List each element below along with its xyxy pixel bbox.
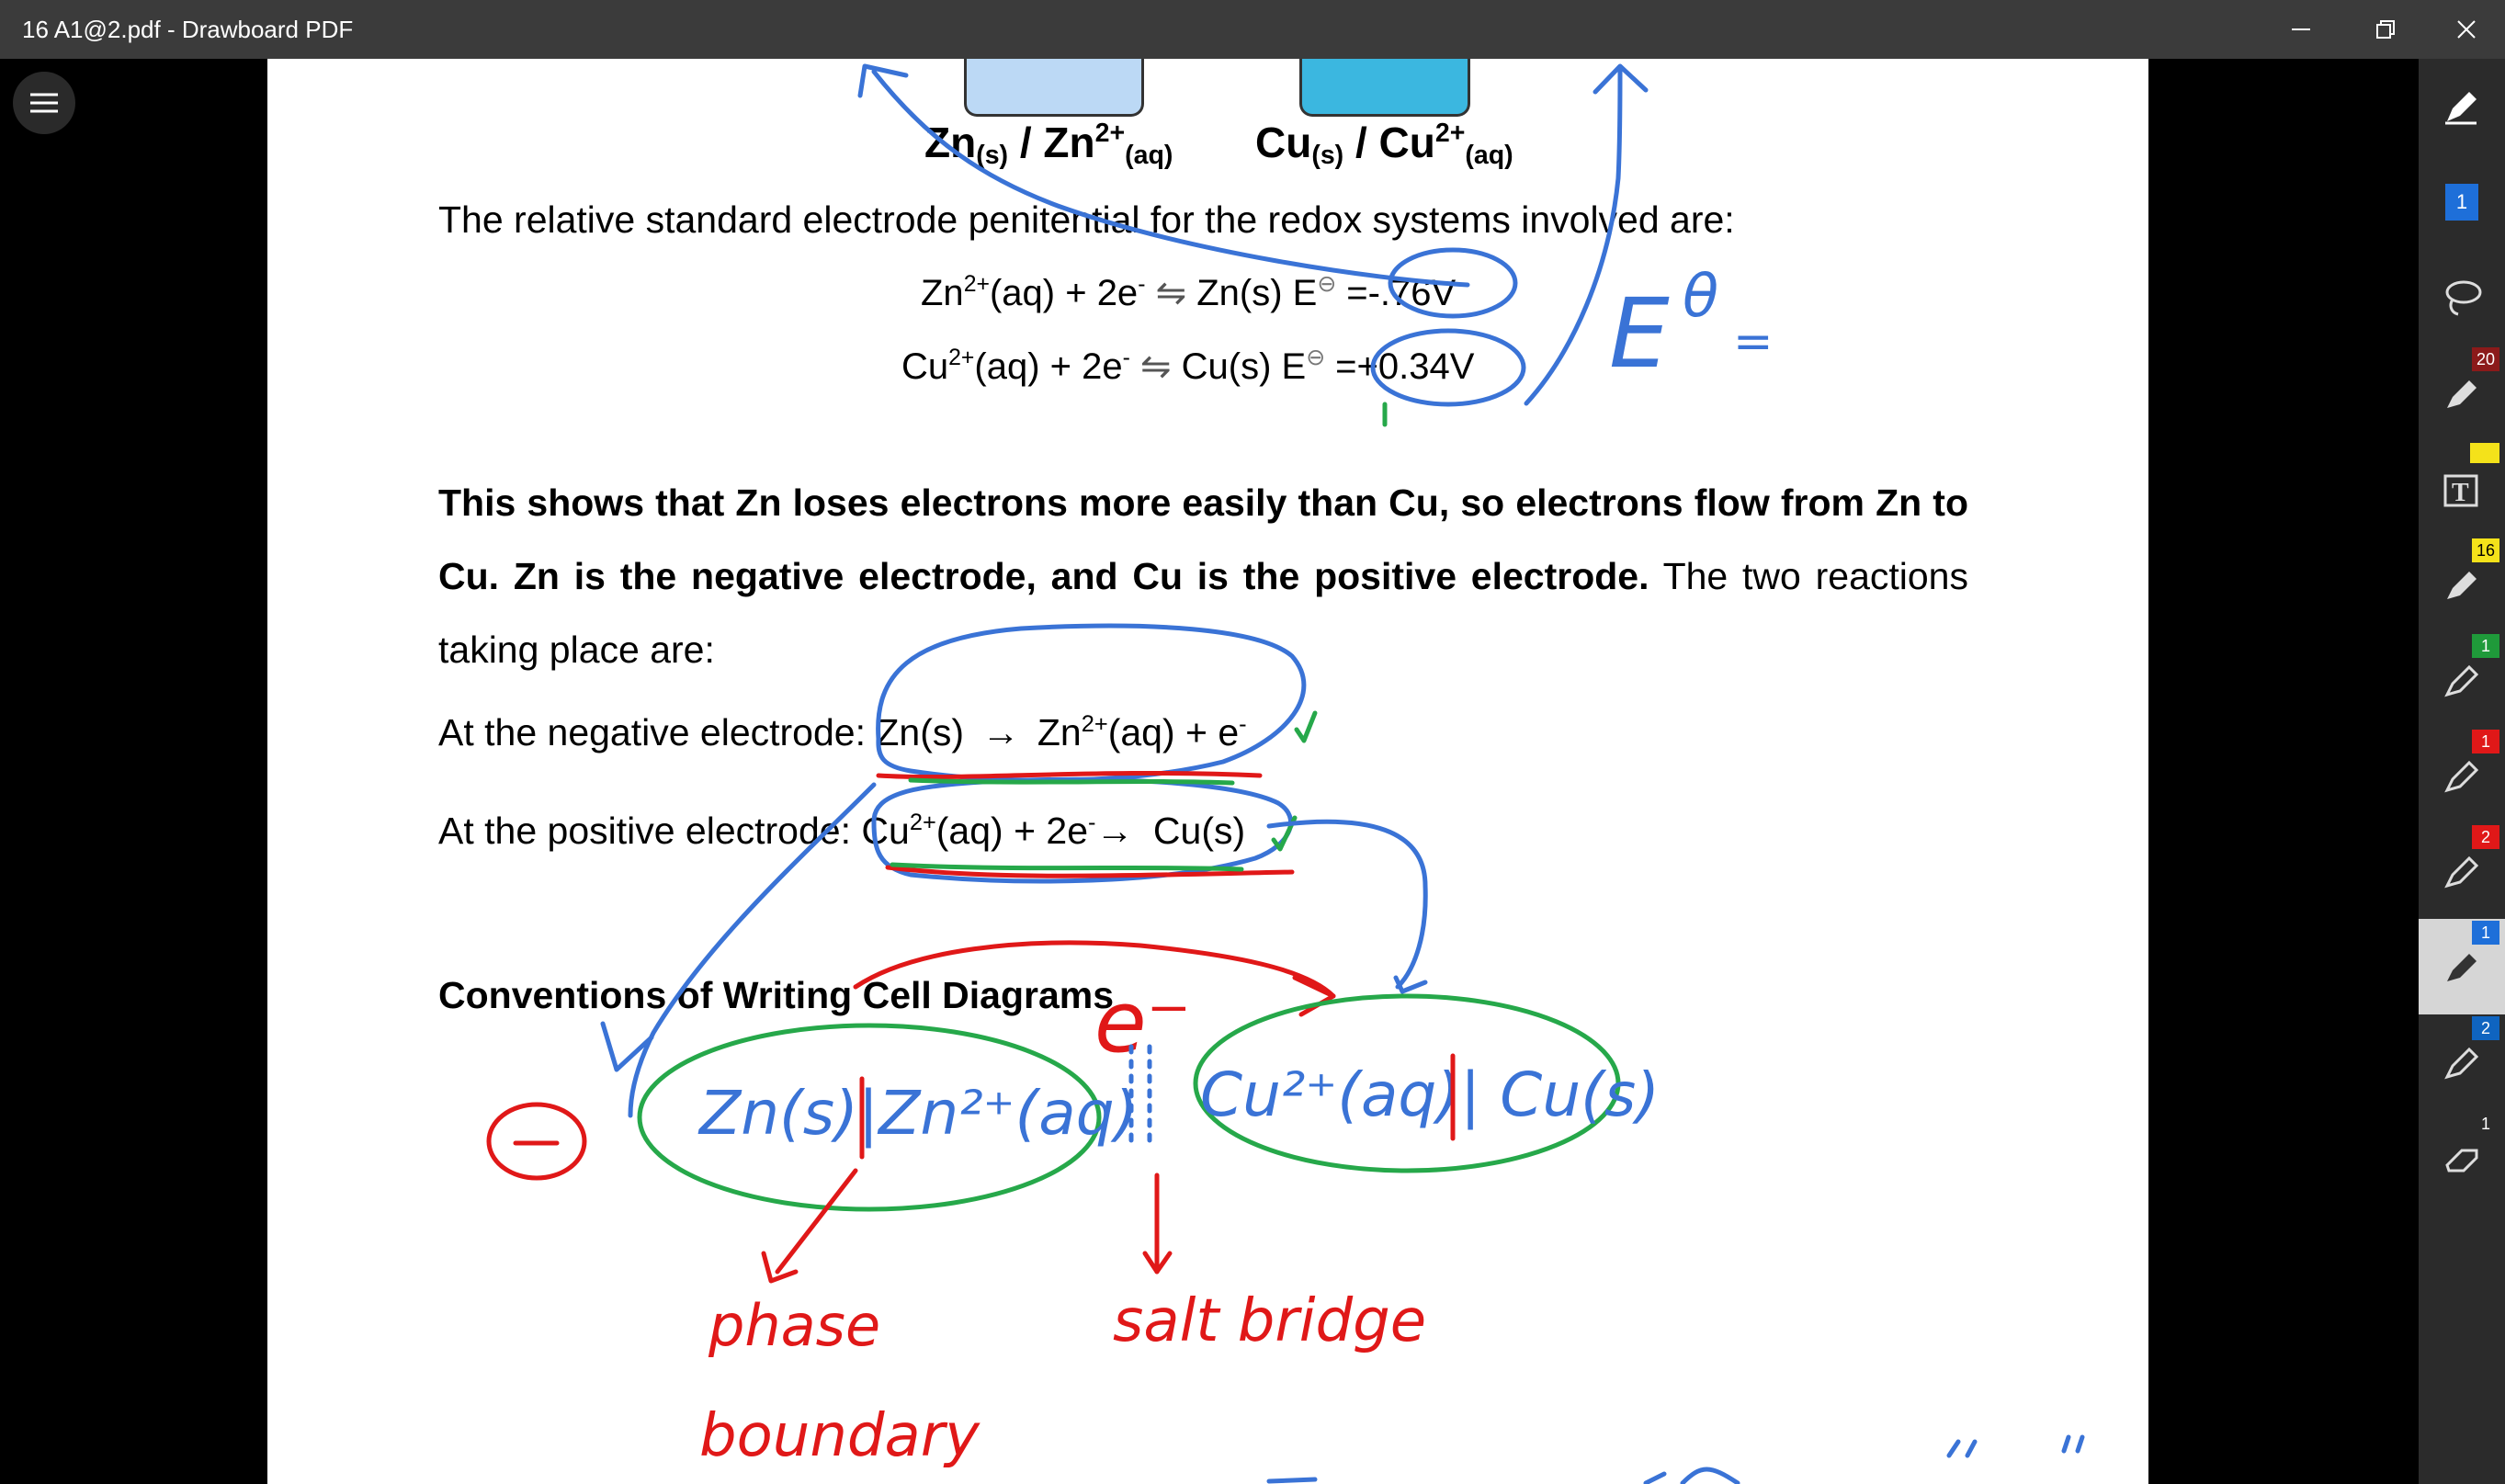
equation-zn: $Zn^{2+}(aq) + 2e^-$ ⇋ Zn(s) E⊖ =-.76V (921, 272, 1457, 313)
pen-blue-2-badge: 2 (2472, 1016, 2499, 1040)
section-heading: Conventions of Writing Cell Diagrams (438, 974, 1115, 1016)
tool-pen-green[interactable] (2419, 632, 2505, 728)
ink-phase-label: phase (708, 1292, 881, 1359)
tool-pen-active[interactable] (2419, 59, 2505, 154)
restore-button[interactable] (2343, 0, 2428, 59)
ink-zn-cell-text: Zn(s)|Zn²⁺(aq) (699, 1078, 1139, 1149)
pdf-page[interactable] (267, 59, 2148, 1484)
cu-charge: 2+ (1434, 118, 1466, 148)
tool-pen-red-2[interactable] (2419, 823, 2505, 919)
ink-green-underline-negative (911, 780, 1232, 783)
paragraph-line-1: This shows that Zn loses electrons more easily than Cu, so electrons flow from Zn to (438, 481, 1968, 524)
pen-icon (2442, 946, 2482, 987)
paragraph-line-3: taking place are: (438, 629, 715, 671)
svg-text:T: T (2452, 479, 2469, 507)
negative-electrode-reaction: At the negative electrode: $Zn(s) \to Zn^{2+}(aq) + e^-$ (438, 710, 1247, 753)
ink-boundary-label: boundary (699, 1402, 980, 1470)
pen-dark-red-badge: 20 (2472, 347, 2499, 371)
zn-state: (aq) (1125, 141, 1173, 171)
ink-circle-cu-potential (1373, 331, 1524, 404)
ink-arrow-to-zn (874, 72, 1468, 285)
ink-arrow-to-cu (1526, 70, 1620, 403)
title-bar (0, 0, 2505, 59)
ink-cu-cell-text: Cu²⁺(aq)| Cu(s) (1200, 1059, 1661, 1130)
cu-ion: Cu (1378, 119, 1435, 166)
ink-electron-label: e⁻ (1094, 973, 1192, 1071)
pen-icon (2442, 851, 2482, 891)
highlighter-icon (2442, 564, 2482, 605)
ink-salt-bridge-label: salt bridge (1113, 1287, 1427, 1355)
hamburger-menu-button[interactable] (13, 72, 75, 134)
ink-pointer-phase-boundary (777, 1171, 856, 1272)
tool-pen-blue-selected[interactable] (2419, 919, 2505, 1014)
tool-lasso[interactable] (2419, 250, 2505, 346)
positive-electrode-reaction: At the positive electrode: $Cu^{2+}(aq) + 2e^-\to Cu(s)$ (438, 809, 1246, 852)
pen-icon (2442, 660, 2482, 700)
restore-icon (2375, 18, 2397, 40)
ink-green-underline-positive (892, 865, 1241, 869)
text-icon (2442, 469, 2482, 509)
zn-base: Zn (924, 119, 977, 166)
cu-base: Cu (1255, 119, 1312, 166)
pen-blue-badge: 1 (2472, 921, 2499, 945)
highlighter-yellow-badge: 16 (2472, 538, 2499, 562)
equation-cu: $Cu^{2+}(aq) + 2e^-$ ⇋ Cu(s) E⊖ =+0.34V (901, 346, 1475, 387)
ink-arrow-to-cathode (1269, 821, 1425, 987)
paragraph-line-2-bold: Cu. Zn is the negative electrode, and Cu is the positive electrode. (438, 555, 1649, 597)
zn-charge: 2+ (1094, 118, 1126, 148)
pen-icon (2442, 755, 2482, 796)
ink-arrowhead-cathode (1396, 978, 1425, 991)
close-icon (2455, 18, 2477, 40)
lasso-icon (2440, 276, 2484, 320)
intro-text: The relative standard electrode penitential for the redox systems involved are: (438, 198, 1735, 241)
tool-highlighter-yellow[interactable] (2419, 537, 2505, 632)
ink-oval-negative-reaction (878, 626, 1304, 780)
ink-bottom-scribble (1269, 1437, 2082, 1483)
tool-pen-dark-red[interactable] (2419, 346, 2505, 441)
close-button[interactable] (2428, 0, 2505, 59)
minimize-button[interactable] (2259, 0, 2343, 59)
tool-pen-blue-2[interactable] (2419, 1014, 2505, 1110)
ink-equals: = (1733, 314, 1774, 369)
zn-phase: (s) (976, 141, 1009, 171)
pen-icon (2440, 85, 2484, 129)
eraser-badge: 1 (2480, 1115, 2490, 1133)
ink-e-theta-letter: E (1609, 278, 1670, 390)
zn-half-cell-label: $Zn_{(s)} / Zn^{2+}_{(aq)}$ (924, 118, 1173, 171)
pen-icon (2442, 373, 2482, 413)
cu-half-cell-label: $Cu_{(s)} / Cu^{2+}_{(aq)}$ (1255, 118, 1513, 171)
window-title: 16 A1@2.pdf - Drawboard PDF (22, 16, 354, 43)
ink-arrow-to-anode (630, 785, 874, 1116)
tool-text[interactable] (2419, 441, 2505, 537)
ink-check-negative (1297, 713, 1315, 741)
tool-eraser[interactable] (2419, 1110, 2505, 1206)
ink-annotations-layer[interactable] (267, 59, 2148, 1484)
pen-icon (2442, 1042, 2482, 1082)
eraser-icon (2442, 1138, 2482, 1178)
page-number-badge: 1 (2445, 184, 2478, 221)
pen-red-2-badge: 2 (2472, 825, 2499, 849)
hamburger-icon (28, 91, 60, 115)
pen-green-badge: 1 (2472, 634, 2499, 658)
cu-state: (aq) (1465, 141, 1513, 171)
positive-electrode-label: At the positive electrode: (438, 810, 851, 852)
cu-phase: (s) (1311, 141, 1344, 171)
text-color-swatch (2470, 443, 2499, 463)
page-number-indicator[interactable] (2419, 154, 2505, 250)
ink-arrowhead-anode (603, 1024, 652, 1070)
zn-ion: Zn (1043, 119, 1095, 166)
pen-red-badge: 1 (2472, 730, 2499, 753)
ink-theta-symbol: θ (1683, 263, 1719, 331)
minimize-icon (2290, 18, 2312, 40)
negative-electrode-label: At the negative electrode: (438, 711, 866, 753)
pen-toolbar (2419, 59, 2505, 1484)
paragraph-line-2-tail: The two reactions (1662, 555, 1968, 597)
tool-pen-red[interactable] (2419, 728, 2505, 823)
